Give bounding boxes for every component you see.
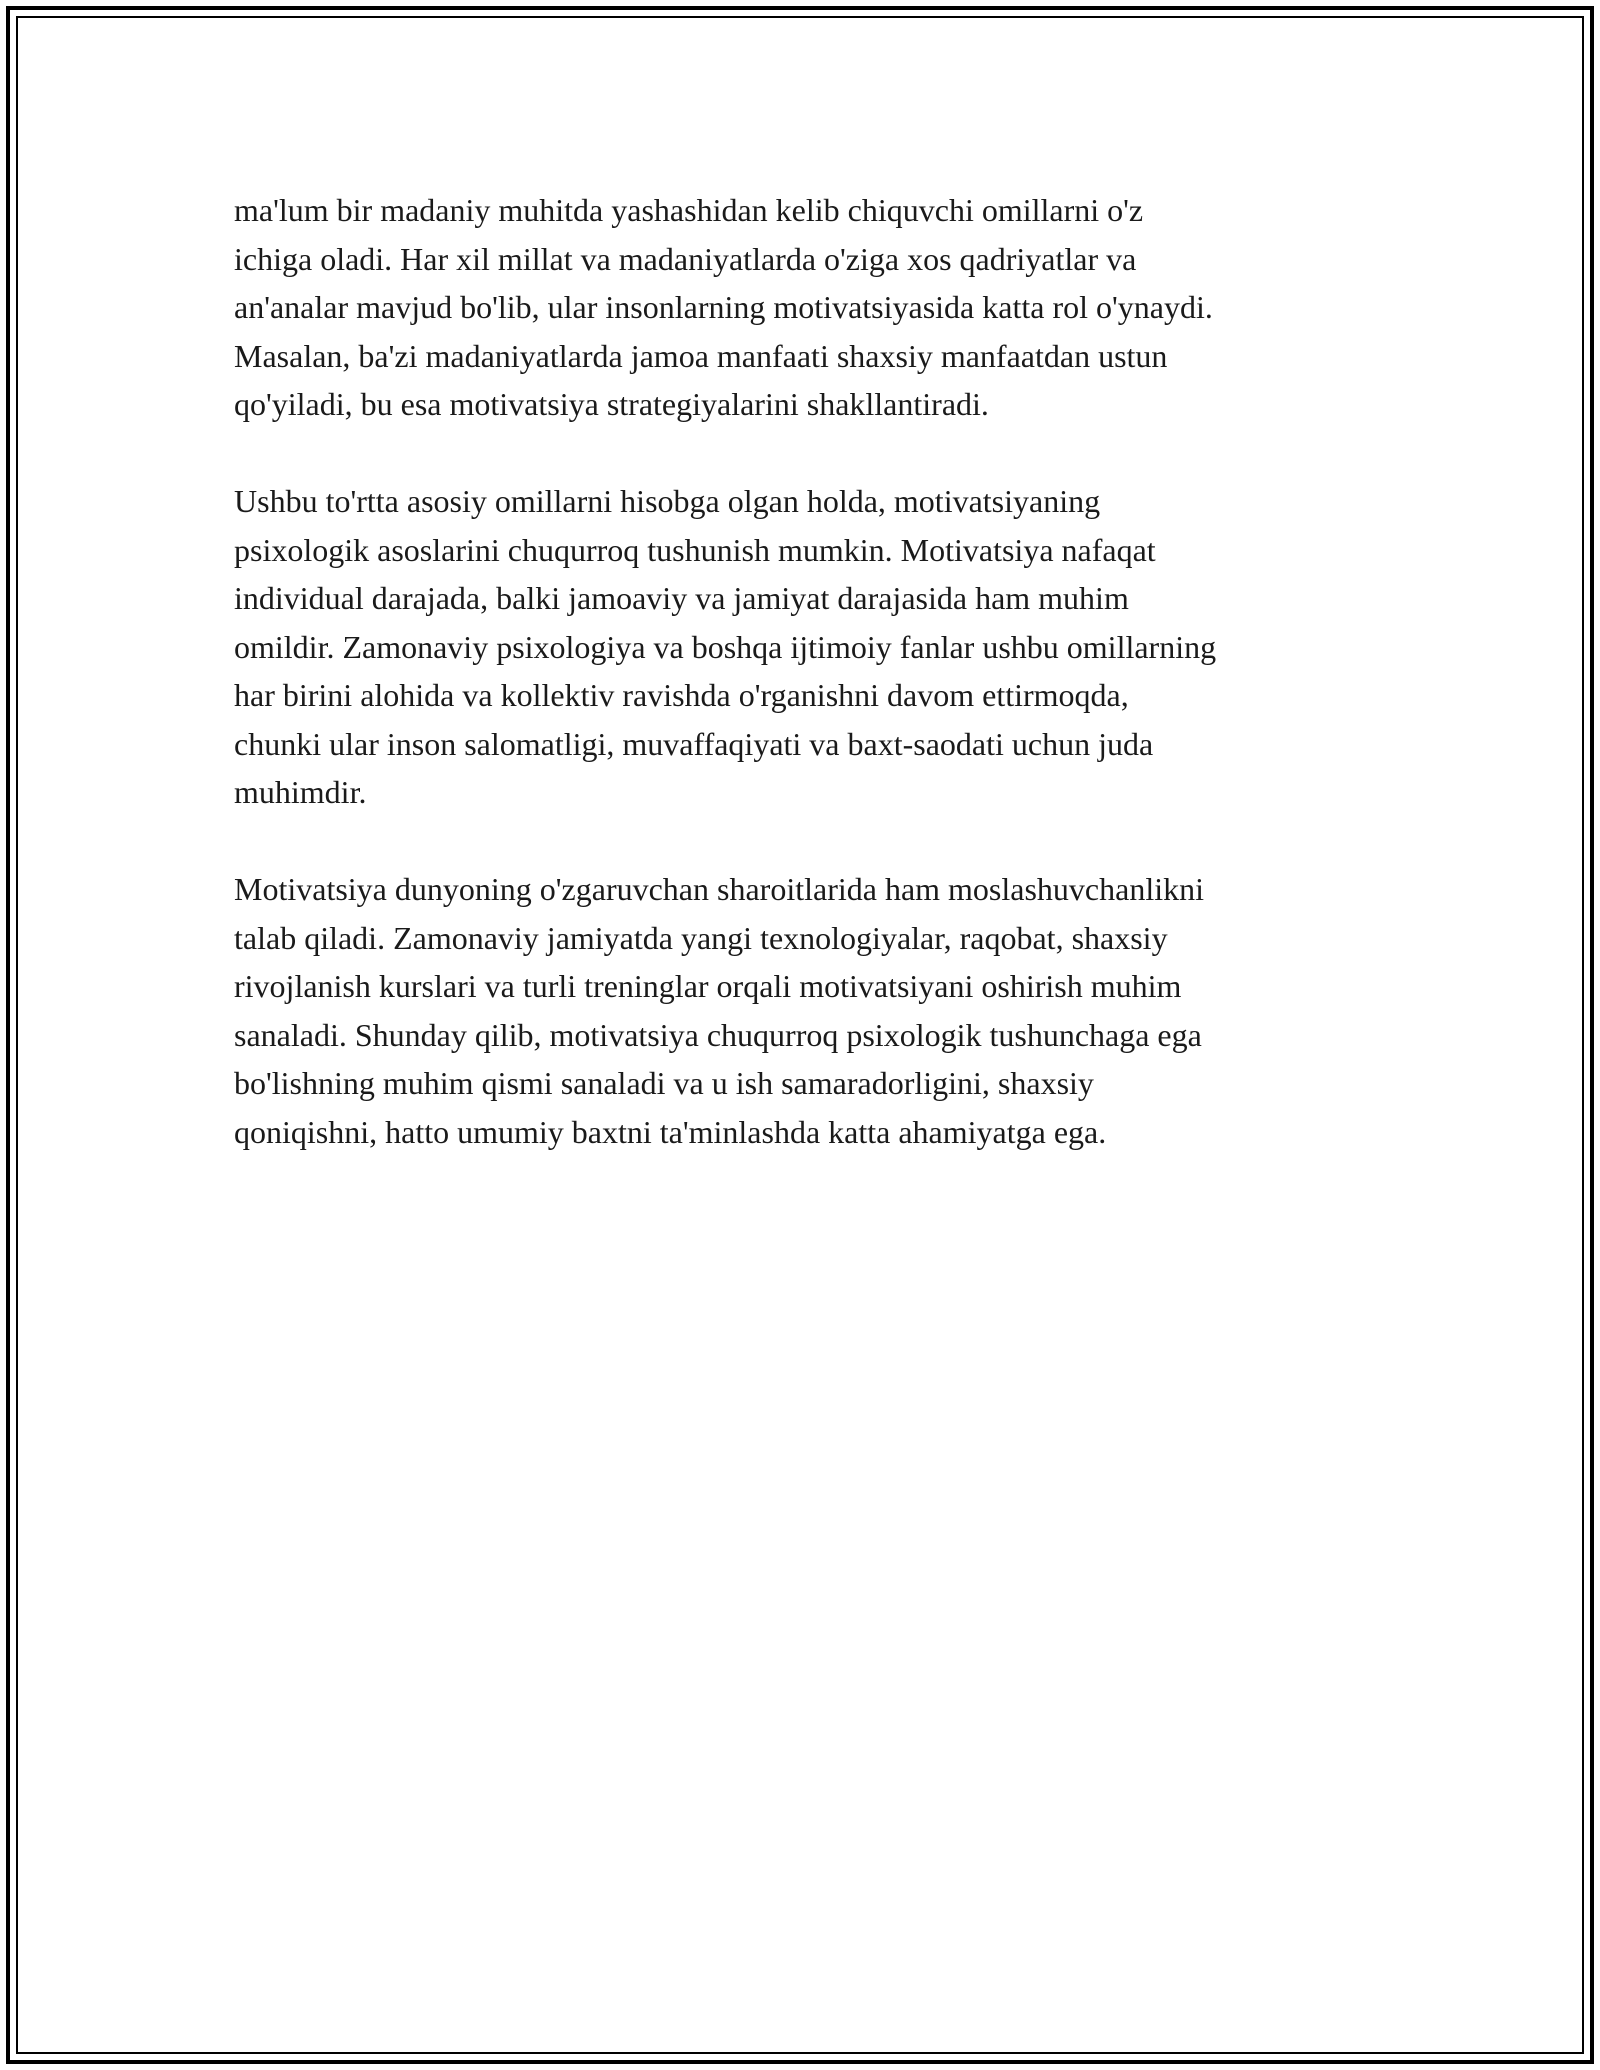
paragraph-1: ma'lum bir madaniy muhitda yashashidan kelib chiquvchi omillarni o'z ichiga oladi. Har xil millat va madaniyatlarda o'ziga xos qadriyatlar va an'analar mavjud bo'lib, ular insonlarning motivatsiyasida katta rol o'ynaydi. Masalan, ba'zi madaniyatlarda jamoa manfaati shaxsiy manfaatdan ustun qo'yiladi, bu esa motivatsiya strategiyalarini shakllantiradi.	[234, 192, 1213, 422]
document-body	[234, 186, 1374, 1205]
paragraph-3: Motivatsiya dunyoning o'zgaruvchan sharoitlarida ham moslashuvchanlikni talab qiladi. Zamonaviy jamiyatda yangi texnologiyalar, raqobat, shaxsiy rivojlanish kurslari va turli treninglar orqali motivatsiyani oshirish muhim sanaladi. Shunday qilib, motivatsiya chuqurroq psixologik tushunchaga ega bo'lishning muhim qismi sanaladi va u ish samaradorligini, shaxsiy qoniqishni, hatto umumiy baxtni ta'minlashda katta ahamiyatga ega.	[234, 871, 1204, 1150]
paragraph-2: Ushbu to'rtta asosiy omillarni hisobga olgan holda, motivatsiyaning psixologik asoslarini chuqurroq tushunish mumkin. Motivatsiya nafaqat individual darajada, balki jamoaviy va jamiyat darajasida ham muhim omildir. Zamonaviy psixologiya va boshqa ijtimoiy fanlar ushbu omillarning har birini alohida va kollektiv ravishda o'rganishni davom ettirmoqda, chunki ular inson salomatligi, muvaffaqiyati va baxt-saodati uchun juda muhimdir.	[234, 483, 1217, 810]
